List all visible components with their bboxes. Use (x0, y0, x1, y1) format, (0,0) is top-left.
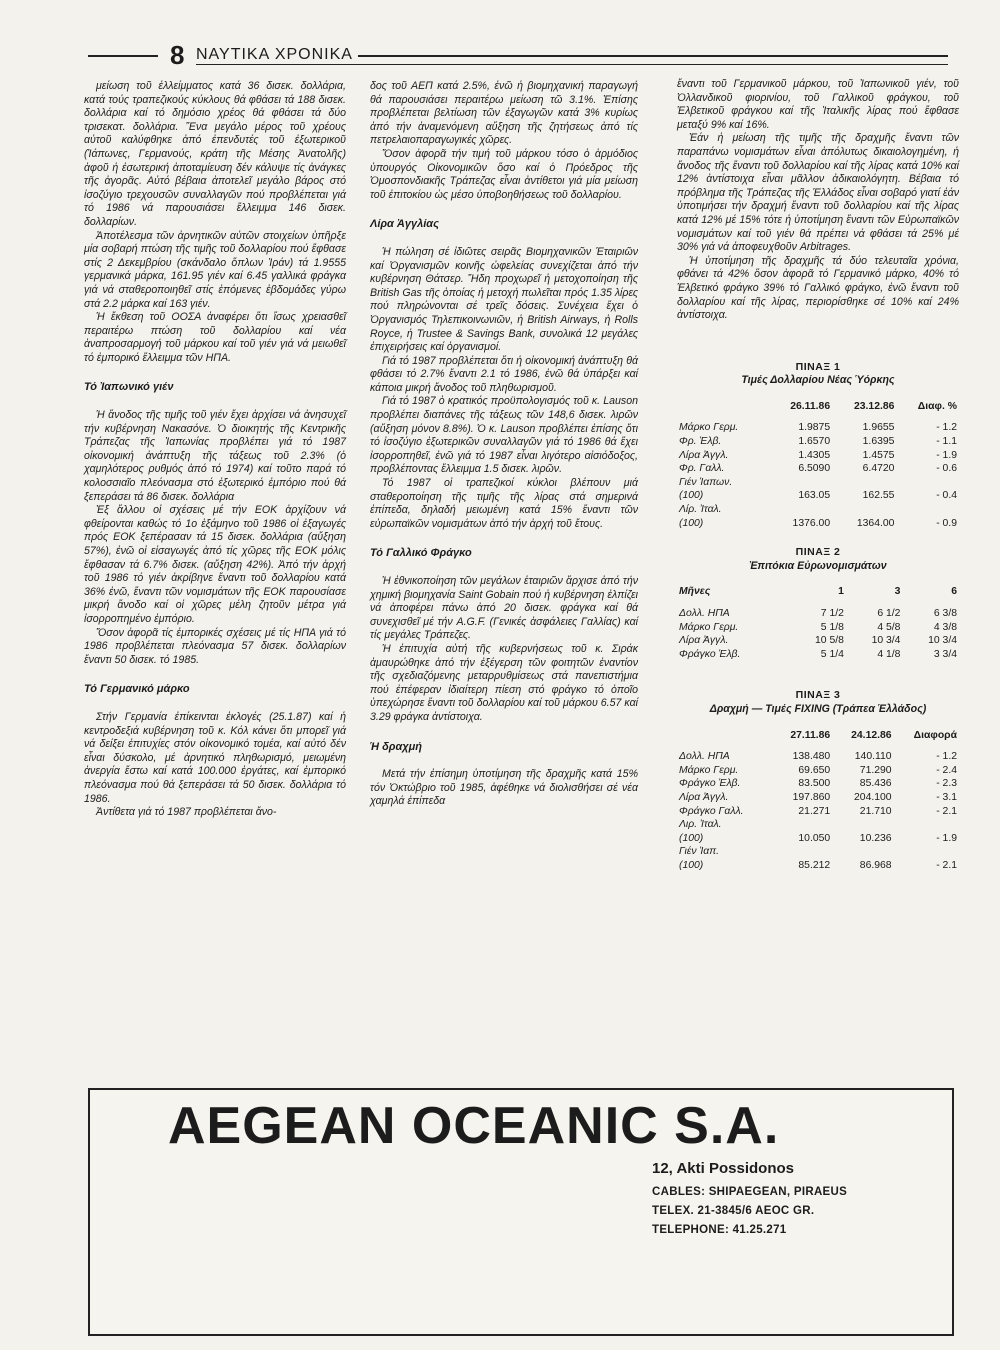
table-cell: Μάρκο Γερμ. (679, 422, 739, 434)
section-heading-yen: Τό Ἰαπωνικό γιέν (84, 381, 174, 394)
table-cell: - 2.1 (936, 859, 957, 871)
table-header-row (677, 585, 959, 607)
table-cell: (100) (679, 517, 704, 529)
table-cell: 6 1/2 (877, 608, 901, 619)
section-heading-franc: Τό Γαλλικό Φράγκο (370, 547, 472, 560)
table-cell (832, 818, 893, 832)
ad-company-name: AEGEAN OCEANIC S.A. (168, 1097, 780, 1155)
table-cell: Λίρ. Ἰταλ. (679, 504, 722, 516)
table-cell (769, 476, 833, 490)
table-row (677, 648, 959, 662)
table-3 (677, 689, 959, 872)
table-cell: 85.436 (859, 778, 892, 790)
table-3-title: ΠΙΝΑΞ 3 (795, 689, 841, 702)
paragraph: Ἐάν ἡ μείωση τῆς τιμῆς τῆς δραχμῆς ἔναντι τῶν παραπάνω νομισμάτων εἶναι ἀπόλυτως δικαιολογημένη, ἡ ἄνοδος τῆς ἔναντι τοῦ δολλαρίου καί τῆς λίρας κατά 10% καί 12% ἀντίστοιχα εἶναι μᾶλλον ἀδικαιολόγητη. Βέβαια τό πρόβλημα τῆς Τράπεζας τῆς Ἑλλάδος εἶναι σοβαρό γιατί ἐάν ὑποτιμήσει τήν δραχμή ἔναντι τοῦ δολλαρίου καί τῆς λίρας κατά 12% μέ 15% τότε ἡ ὑποτίμηση ἔναντι τῶν Εὐρωπαϊκῶν νομισμάτων καί τοῦ γιέν θά πρέπει νά φθάσει τά 25% μέ 30% γιά νά ἀποφευχθοῦν Arbitrages. (677, 132, 959, 254)
table-row (677, 750, 959, 764)
table-cell: Μάρκο Γερμ. (679, 764, 739, 776)
paragraph: Ἡ ἐπιτυχία αὐτή τῆς κυβερνήσεως τοῦ κ. Σιράκ ἀμαυρώθηκε ἀπό τήν ἐξέγερση τῶν φοιτητῶν ἐναντίον τῆς σχεδιαζόμενης μεταρρυθμίσεως στά πανεπιστήμια πού ἐπέφεραν ἰδιαίτερη πίεση στό φράγκο τό ὁποῖο ὑπεχώρησε ἔναντι τοῦ δολλαρίου καί τοῦ μάρκου 6.57 καί 3.29 φράγκα ἀντίστοιχα. (370, 642, 638, 723)
table-cell: 162.55 (862, 490, 895, 502)
table-cell (894, 845, 959, 859)
table-row (677, 818, 959, 832)
table-cell: (100) (679, 490, 704, 502)
table-cell: Φράγκο Γαλλ. (679, 805, 744, 817)
table-row (677, 435, 959, 449)
table-cell: 10 3/4 (928, 635, 957, 647)
paragraph: Ἀποτέλεσμα τῶν ἀρνητικῶν αὐτῶν στοιχείων ὑπῆρξε μία σοβαρή πτώση τῆς τιμῆς τοῦ δολλαρίου πού ἔφθασε στίς 2 Δεκεμβρίου (σκάνδαλο ὅπλων Ἰράν) τά 1.9555 γερμανικά μάρκα, 161.95 γιέν καί 6.45 γαλλικά φράγκα γιά νά σταθεροποιηθεῖ στίς ἑπόμενες ἑβδομάδες γύρω στά 2.2 μάρκα καί 163 γιέν. (84, 229, 346, 310)
table-cell: Φρ. Γαλλ. (679, 463, 725, 475)
table-header-cell: 24.12.86 (851, 729, 892, 741)
table-cell: 21.710 (859, 805, 892, 817)
table-cell: Λιρ. Ἰταλ. (679, 819, 722, 831)
table-header-cell: 1 (838, 586, 844, 598)
table-cell: 1.9655 (862, 422, 895, 434)
table-row (677, 621, 959, 635)
table-header-cell: Μῆνες (679, 586, 711, 598)
table-cell: 1.4575 (862, 449, 895, 461)
table-cell: 4 5/8 (877, 621, 901, 633)
table-cell: 4 3/8 (933, 621, 957, 633)
header-rule-under (196, 64, 948, 65)
table-cell (769, 503, 833, 517)
table-1-grid (677, 400, 959, 530)
table-cell (832, 476, 896, 490)
table-cell: Δολλ. ΗΠΑ (679, 608, 730, 619)
table-cell: (100) (679, 832, 704, 844)
page-header (88, 42, 948, 72)
table-cell: 1.4305 (798, 449, 831, 461)
table-cell: 1.6570 (798, 436, 831, 448)
table-cell: 204.100 (854, 791, 892, 803)
table-cell: - 1.1 (936, 436, 957, 448)
paragraph: ἔναντι τοῦ Γερμανικοῦ μάρκου, τοῦ Ἰαπωνικοῦ γιέν, τοῦ Ὀλλανδικοῦ φιορινίου, τοῦ Γαλλικοῦ φράγκου, τοῦ Ἑλβετικοῦ φράγκου καί τῆς Ἰταλικῆς λίρας πού ἔφθασε μεταξύ 9% καί 16%. (677, 78, 959, 131)
table-row (677, 489, 959, 503)
table-cell: 138.480 (792, 751, 831, 763)
ad-telephone: TELEPHONE: 41.25.271 (652, 1224, 787, 1236)
paragraph: Στήν Γερμανία ἐπίκεινται ἐκλογές (25.1.87) καί ἡ κεντροδεξιά κυβέρνηση τοῦ κ. Κόλ κάνει ὅτι μπορεῖ γιά νά δείξει ἐπιτυχίες στόν οἰκονομικό τομέα, καί αὐτό δέν εἶναι δύσκολο, μέ ἀρνητικό πληθωρισμό, μειωμένη ἀνεργία ἔστω καί κατά 100.000 ἐργάτες, καί ἐμπορικό πλεόνασμα πού θά ξεπεράσει τά 50 δισεκ. δολλάρια τό 1986. (84, 710, 346, 805)
table-cell: 69.650 (798, 764, 831, 776)
paragraph: Ἐξ ἄλλου οἱ σχέσεις μέ τήν ΕΟΚ ἀρχίζουν νά φθείρονται καθώς τό 1ο ἑξάμηνο τοῦ 1986 οἱ ἐξαγωγές πρός ΕΟΚ ξεπέρασαν τά 15 δισεκ. δολλάρια (αὔξηση 57%), ἐνῶ οἱ εἰσαγωγές ἀπό τίς χῶρες τῆς ΕΟΚ μόλις ἔφθασαν τά 6.7% δισεκ. (αὔξηση 42%). Ἀπό τήν ἀρχή τοῦ 1986 τό γιέν ἀκρίβηνε ἔναντι τοῦ δολλαρίου κατά 36% ἐνῶ, ἔναντι τῶν νομισμάτων τῆς ΕΟΚ παρουσίασε μικρή ἄνοδο καί οἱ χῶρες μέλη ζητοῦν μέτρα γιά ἰσορροπημένο ἐμπόριο. (84, 504, 346, 625)
table-cell: Φρ. Ἑλβ. (679, 436, 722, 448)
ad-telex: TELEX. 21-3845/6 AEOC GR. (652, 1205, 815, 1217)
column-2 (370, 80, 638, 809)
table-cell: Φράγκο Ἑλβ. (679, 648, 741, 660)
table-cell: 7 1/2 (820, 608, 844, 619)
table-header-cell: 3 (894, 586, 901, 598)
table-cell: 21.271 (798, 805, 831, 817)
table-header-row (677, 729, 959, 751)
table-cell: - 0.4 (936, 490, 957, 502)
table-cell: 5 1/4 (820, 648, 844, 660)
table-cell: Γιέν Ἰαπ. (679, 846, 720, 858)
table-1-subtitle: Τιμές Δολλαρίου Νέας Ὑόρκης (741, 374, 895, 387)
table-3-subtitle: Δραχμή — Τιμές FIXING (Τράπεα Ἑλλάδος) (709, 702, 927, 715)
table-header-cell: 26.11.86 (790, 400, 831, 412)
ad-contact-block (652, 1160, 847, 1240)
table-cell: - 2.3 (936, 778, 957, 790)
table-row (677, 764, 959, 778)
table-cell: 86.968 (859, 859, 892, 871)
table-row (677, 476, 959, 490)
table-cell: 6 3/8 (933, 608, 957, 619)
table-cell: - 1.9 (936, 449, 957, 461)
column-3 (677, 78, 959, 873)
table-cell: 10.236 (859, 832, 892, 844)
table-1-title: ΠΙΝΑΞ 1 (795, 360, 841, 373)
magazine-title: ΝΑΥΤΙΚΑ ΧΡΟΝΙΚΑ (196, 46, 353, 63)
table-header-cell: 27.11.86 (790, 729, 831, 741)
paragraph: Τό 1987 οἱ τραπεζικοί κύκλοι βλέπουν μιά σταθεροποίηση τῆς τιμῆς τῆς λίρας στά σημερινά ἐπίπεδα, δηλαδή μειωμένη κατά 15% ἔναντι τῶν εὐρωπαϊκῶν νομισμάτων ἀπό τήν ἀρχή τοῦ ἔτους. (370, 477, 638, 530)
table-row (677, 859, 959, 873)
table-3-grid (677, 729, 959, 873)
table-row (677, 517, 959, 531)
table-header-cell (677, 729, 772, 751)
table-cell: - 3.1 (936, 791, 957, 803)
table-cell (772, 845, 833, 859)
paragraph: Ἡ ὑποτίμηση τῆς δραχμῆς τά δύο τελευταῖα χρόνια, φθάνει τά 42% ὅσον ἀφορᾶ τό Γερμανικό μάρκο, 40% τό Ἑλβετικό φράγκο 39% τό Γαλλικό φράγκο, ἐνῶ ἔναντι τοῦ δολλαρίου καί τῆς λίρας, περιορίσθηκε σέ 10% καί 24% ἀντίστοιχα. (677, 254, 959, 322)
table-cell: Δολλ. ΗΠΑ (679, 751, 730, 763)
table-cell: Γιέν Ἰαπων. (679, 476, 733, 488)
table-2-title: ΠΙΝΑΞ 2 (795, 546, 841, 559)
paragraph: Ἡ ἄνοδος τῆς τιμῆς τοῦ γιέν ἔχει ἀρχίσει νά ἀνησυχεῖ τήν κυβέρνηση Νακασόνε. Ὁ διοικητής τῆς Κεντρικῆς Τράπεζας τῆς Ἰαπωνίας προβλέπει γιά τό 1987 οἰκονομική ἀνάπτυξη τῆς τάξεως τοῦ 2.3% (ὁ χαμηλότερος ρυθμός ἀπό τό 1974) καί τοῦτο παρά τό κολοσσιαῖο πλεόνασμα στό ἐξωτερικό ἐμπόριο πού θά ξεπεράσει τά 86 δισεκ. δολλάρια (84, 409, 346, 503)
paragraph: Γιά τό 1987 ὁ κρατικός προϋπολογισμός τοῦ κ. Lauson προβλέπει διαπάνες τῆς τάξεως τῶν 148,6 δισεκ. λιρῶν (αὔξηση μόνον 8.8%). Ὁ κ. Lauson προβλέπει ἐπίσης ὅτι τό ἰσοζύγιο ἐξωτερικῶν συναλλαγῶν γιά τό 1986 θά ἔχει ἰσορροπηθεῖ, ἐνῶ γιά τό 1987 εἶναι λιγότερο αἰσιόδοξος, προβλέποντας ἔλλειμμα 1.5 δισεκ. λιρῶν. (370, 395, 638, 476)
header-rule-right (358, 55, 948, 57)
advertisement-box (88, 1088, 954, 1336)
table-2-grid (677, 585, 959, 661)
table-header-cell: Διαφ. % (917, 400, 957, 412)
table-cell: - 2.1 (936, 805, 957, 817)
table-row (677, 503, 959, 517)
table-header-cell: Διαφορά (913, 729, 957, 741)
table-cell: Λίρα Ἀγγλ. (679, 449, 729, 461)
table-cell (894, 818, 959, 832)
table-row (677, 634, 959, 648)
table-cell: - 0.9 (936, 517, 957, 529)
paragraph: Γιά τό 1987 προβλέπεται ὅτι ἡ οἰκονομική ἀνάπτυξη θά φθάσει τό 2.7% ἔναντι 2.1 τό 1986, ἐνῶ θά ὑπάρξει καί κάποια μικρή ἄνοδος τοῦ πληθωρισμοῦ. (370, 354, 638, 394)
table-cell: 140.110 (854, 751, 892, 763)
table-cell: 1364.00 (856, 517, 895, 529)
table-cell: 10 5/8 (815, 635, 844, 647)
table-cell: 197.860 (792, 791, 831, 803)
table-cell (832, 503, 896, 517)
table-row (677, 805, 959, 819)
table-cell: 1376.00 (792, 517, 831, 529)
table-cell: - 1.2 (936, 422, 957, 434)
table-cell: 4 1/8 (877, 648, 901, 660)
column-1 (84, 80, 346, 820)
paragraph: Ἀντίθετα γιά τό 1987 προβλέπεται ἄνο- (96, 806, 277, 819)
table-row (677, 421, 959, 435)
table-cell: 10 3/4 (871, 635, 901, 647)
table-cell: 6.5090 (798, 463, 831, 475)
table-2 (677, 546, 959, 661)
paragraph: Ἡ πώληση σέ ἰδιῶτες σειρᾶς Βιομηχανικῶν Ἑταιριῶν καί Ὀργανισμῶν κοινῆς ὠφελείας συνεχίζεται ἀπό τήν κυβέρνηση Θάτσερ. Ἤδη προχωρεῖ ἡ μετοχοποίηση τῆς British Gas τῆς ὁποίας ἡ μετοχή πωλεῖται πρός 1.35 λίρες πού πληρώνονται σέ τρεῖς δόσεις. Συνέχεια ἔχει ὁ Ὀργανισμός Τηλεπικοινωνιῶν, ἡ British Airways, ἡ Rolls Royce, ἡ Trustee & Savings Bank, συνολικά 12 μεγάλες ἐπιχειρήσεις καί ὀργανισμοί. (370, 245, 638, 354)
paragraph: Μετά τήν ἐπίσημη ὑποτίμηση τῆς δραχμῆς κατά 15% τόν Ὀκτώβριο τοῦ 1985, ἀφέθηκε νά διολισθήσει σέ νέα χαμηλά ἐπίπεδα (370, 768, 638, 808)
table-cell: (100) (679, 859, 704, 871)
header-rule-left (88, 55, 158, 57)
paragraph: μείωση τοῦ ἐλλείμματος κατά 36 δισεκ. δολλάρια, κατά τούς τραπεζικούς κύκλους θά φθάσει τά 188 δισεκ. δολλάρια καί τό δημόσιο χρέος θά φθάσει τά δύο τρισεκατ. δολλάρια. Ἕνα μεγάλο μέρος τοῦ χρέους αὐτοῦ καλύφθηκε ἀπό ἐπενδυτές τοῦ ἐξωτερικοῦ (Ἰάπωνες, Γερμανούς, κράτη τῆς Μέσης Ἀνατολῆς) ἀφοῦ ἡ ἐσωτερική ἀποταμίευση δέν κάλυψε τίς ἀνάγκες τῆς ἀγορᾶς. Αὐτό βέβαια ἀποτελεῖ μεγάλο βάρος στό ἰσοζύγιο τρεχουσῶν συναλλαγῶν πού προβλέπεται γιά τό 1986 νά παρουσιάσει ἔλλειμμα 146 δισεκ. δολλαρίων. (84, 80, 346, 228)
table-cell: 5 1/8 (820, 621, 844, 633)
table-cell: 71.290 (859, 764, 892, 776)
table-cell: Λίρα Ἀγγλ. (679, 635, 729, 647)
table-cell: Λίρα Ἀγγλ. (679, 791, 729, 803)
table-cell: - 1.2 (936, 751, 957, 763)
table-cell: - 0.6 (936, 463, 957, 475)
table-cell: Φράγκο Ἑλβ. (679, 778, 741, 790)
table-row (677, 462, 959, 476)
table-cell: Μάρκο Γερμ. (679, 621, 739, 633)
paragraph: δος τοῦ ΑΕΠ κατά 2.5%, ἐνῶ ἡ βιομηχανική παραγωγή θά παρουσιάσει περαιτέρω μείωση τῶ 3.1%. Ἐπίσης προβλέπεται βελτίωση τῶν ἐξαγωγῶν κατά 3% κυρίως ἀπό τήν ἀναμενόμενη αὔξηση τῆς ζητήσεως ἀπό τίς πετρελαιοπαραγωγικές χῶρες. (370, 80, 638, 147)
table-cell: 3 3/4 (933, 648, 957, 660)
table-cell: 6.4720 (862, 463, 895, 475)
table-row (677, 777, 959, 791)
ad-address: 12, Akti Possidonos (652, 1160, 794, 1177)
table-header-cell: 23.12.86 (853, 400, 895, 412)
section-heading-mark: Τό Γερμανικό μάρκο (84, 683, 190, 696)
paragraph: Ὅσον ἀφορᾶ τήν τιμή τοῦ μάρκου τόσο ὁ ἁρμόδιος ὑπουργός Οἰκονομικῶν ὅσο καί ὁ Πρόεδρος τῆς Ὁμοσπονδιακῆς Τράπεζας εἶναι ἀντίθετοι γιά μία μείωση τοῦ ἐπιτοκίου ὡς μέσο ὑποβοηθήσεως τοῦ δολλαρίου. (370, 147, 638, 201)
paragraph: Ὅσον ἀφορᾶ τίς ἐμπορικές σχέσεις μέ τίς ΗΠΑ γιά τό 1986 προβλέπεται πλεόνασμα 57 δισεκ. δολλαρίων ἔναντι 50 δισεκ. τό 1985. (84, 626, 346, 666)
table-row (677, 607, 959, 621)
page-number: 8 (170, 40, 185, 70)
section-heading-lira: Λίρα Ἀγγλίας (370, 218, 439, 231)
table-2-subtitle: Ἐπιτόκια Εὐρωνομισμάτων (749, 559, 887, 572)
table-cell: 1.6395 (862, 436, 895, 448)
section-heading-drachma: Ἡ δραχμή (370, 740, 422, 753)
table-cell: - 2.4 (936, 764, 957, 776)
table-row (677, 832, 959, 846)
table-header-cell (677, 400, 769, 422)
table-cell: 163.05 (798, 490, 831, 502)
table-cell: - 1.9 (936, 832, 957, 844)
table-header-cell: 6 (951, 586, 957, 598)
table-cell: 10.050 (798, 832, 831, 844)
table-row (677, 449, 959, 463)
table-header-row (677, 400, 959, 422)
table-cell: 83.500 (798, 778, 831, 790)
table-cell (896, 476, 959, 490)
table-row (677, 791, 959, 805)
table-cell: 1.9875 (798, 422, 831, 434)
table-1 (677, 361, 959, 531)
table-cell (896, 503, 959, 517)
table-cell (832, 845, 893, 859)
ad-cables: CABLES: SHIPAEGEAN, PIRAEUS (652, 1186, 848, 1198)
table-cell (772, 818, 833, 832)
paragraph: Ἡ ἐθνικοποίηση τῶν μεγάλων ἑταιριῶν ἄρχισε ἀπό τήν χημική βιομηχανία Saint Gobain πού ἡ κυβέρνηση ἐλπίζει νά ἀποφέρει πάνω ἀπό 20 δισεκ. φράγκα καί θά συνεχισθεῖ μέ τήν A.G.F. (Γενικές ἀσφάλειες Γαλλίας) καί τίς μεγάλες Τράπεζες. (370, 575, 638, 642)
table-cell: 85.212 (798, 859, 831, 871)
paragraph: Ἡ ἔκθεση τοῦ ΟΟΣΑ ἀναφέρει ὅτι ἴσως χρειασθεῖ περαιτέρω πτώση τοῦ δολλαρίου καί νέα ἀναπροσαρμογή τοῦ μάρκου καί τοῦ γιέν γιά νά μειωθεῖ τό ἐμπορικό ἔλλειμμα τῶν ΗΠΑ. (84, 311, 346, 364)
table-row (677, 845, 959, 859)
